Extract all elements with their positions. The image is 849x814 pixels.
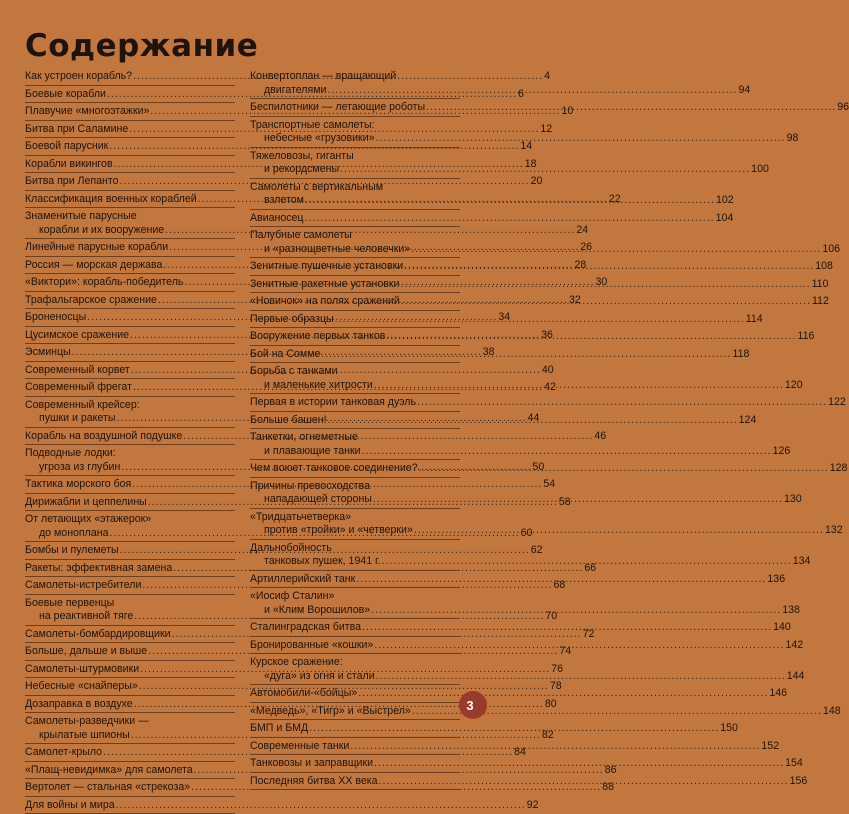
toc-entry[interactable]: [250, 654, 460, 685]
toc-entry-page: 74: [559, 645, 571, 659]
toc-entry[interactable]: [250, 68, 460, 99]
dot-leader: [350, 740, 760, 754]
toc-left-column: [25, 68, 235, 814]
toc-entry-page: 126: [773, 445, 791, 459]
toc-right-column: [250, 68, 460, 790]
toc-entry-title: Цусимское сражение: [25, 329, 129, 343]
toc-entry[interactable]: [25, 661, 235, 679]
toc-entry-page: 42: [544, 381, 556, 395]
toc-entry-page: 128: [830, 462, 848, 476]
toc-entry-page: 70: [545, 610, 557, 624]
toc-entry-title: Тяжеловозы, гиганты: [250, 150, 354, 164]
toc-entry[interactable]: [250, 117, 460, 148]
toc-entry[interactable]: [25, 173, 235, 191]
dot-leader: [362, 621, 772, 635]
toc-entry[interactable]: [250, 293, 460, 311]
toc-entry-page: 82: [542, 729, 554, 743]
toc-entry[interactable]: [25, 494, 235, 512]
toc-entry-page: 4: [544, 70, 550, 84]
toc-entry-title-continuation: крылатые шпионы: [39, 729, 130, 743]
toc-entry-title: Самолеты-бомбардировщики: [25, 628, 171, 642]
toc-entry[interactable]: [25, 379, 235, 397]
toc-entry-title: Тактика морского боя: [25, 478, 131, 492]
toc-entry-title: Зенитные пушечные установки: [250, 260, 403, 274]
toc-entry-title: Корабли викингов: [25, 158, 113, 172]
toc-entry-title-continuation: до моноплана: [39, 527, 109, 541]
toc-entry[interactable]: [25, 511, 235, 542]
toc-entry-title-continuation: угроза из глубин: [39, 461, 120, 475]
toc-entry-page: 58: [559, 496, 571, 510]
toc-entry[interactable]: [250, 328, 460, 346]
dot-leader: [340, 163, 750, 177]
toc-entry-page: 26: [580, 241, 592, 255]
toc-entry-page: 6: [518, 88, 524, 102]
toc-entry-page: 146: [769, 687, 787, 701]
toc-entry-title: Знаменитые парусные: [25, 210, 137, 224]
toc-entry-title: Ракеты: эффективная замена: [25, 562, 172, 576]
toc-entry-title-continuation: и плавающие танки: [264, 445, 361, 459]
toc-entry-title: Беспилотники — летающие роботы: [250, 101, 425, 115]
toc-entry-title: Палубные самолеты: [250, 229, 352, 243]
toc-entry-title: Для войны и мира: [25, 799, 115, 813]
toc-entry-page: 138: [782, 604, 800, 618]
toc-entry[interactable]: [25, 428, 235, 446]
toc-entry[interactable]: [250, 412, 460, 430]
toc-entry-title: Первая в истории танковая дуэль: [250, 396, 416, 410]
toc-entry-title: Битва при Саламине: [25, 123, 128, 137]
toc-entry-page: 10: [562, 105, 574, 119]
toc-entry-title: Сталинградская битва: [250, 621, 361, 635]
toc-entry-title: Курское сражение:: [250, 656, 343, 670]
toc-entry[interactable]: [25, 577, 235, 595]
toc-entry-title-continuation: и маленькие хитрости: [264, 379, 373, 393]
toc-entry[interactable]: [25, 362, 235, 380]
toc-entry[interactable]: [250, 540, 460, 571]
toc-entry-page: 150: [720, 722, 738, 736]
toc-entry-title-continuation: небесные «грузовики»: [264, 132, 375, 146]
toc-entry-page: 86: [605, 764, 617, 778]
toc-entry[interactable]: [250, 773, 460, 791]
dot-leader: [404, 260, 814, 274]
toc-entry-page: 100: [751, 163, 769, 177]
toc-entry-title: Вертолет — стальная «стрекоза»: [25, 781, 190, 795]
toc-entry[interactable]: [25, 121, 235, 139]
toc-entry[interactable]: [25, 292, 235, 310]
toc-entry-title: Битва при Лепанто: [25, 175, 119, 189]
toc-entry[interactable]: [25, 643, 235, 661]
toc-entry[interactable]: [25, 696, 235, 714]
toc-entry-page: 148: [823, 705, 841, 719]
toc-entry-title-continuation: и «разнощветные человечки»: [264, 243, 410, 257]
toc-entry-title-continuation: и «Клим Ворошилов»: [264, 604, 370, 618]
toc-entry-page: 120: [785, 379, 803, 393]
toc-entry[interactable]: [25, 68, 235, 86]
toc-entry-title: «Тридцатьчетверка»: [250, 511, 351, 525]
toc-entry-title: Причины превосходства: [250, 480, 370, 494]
dot-leader: [371, 604, 781, 618]
toc-entry-page: 142: [785, 639, 803, 653]
toc-entry-title: Боевые корабли: [25, 88, 106, 102]
toc-entry-title: Больше, дальше и выше: [25, 645, 147, 659]
toc-entry[interactable]: [25, 595, 235, 626]
toc-entry-page: 40: [542, 364, 554, 378]
toc-entry-title-continuation: против «тройки» и «четверки»: [264, 524, 413, 538]
toc-entry-page: 110: [812, 278, 829, 292]
toc-entry-title: Как устроен корабль?: [25, 70, 132, 84]
dot-leader: [321, 348, 731, 362]
toc-entry-title: Боевые первенцы: [25, 597, 114, 611]
toc-entry-page: 122: [828, 396, 846, 410]
toc-entry[interactable]: [250, 571, 460, 589]
toc-entry-page: 20: [531, 175, 543, 189]
toc-entry-page: 72: [583, 628, 595, 642]
dot-leader: [327, 84, 737, 98]
toc-entry-page: 50: [532, 461, 544, 475]
toc-entry[interactable]: [25, 762, 235, 780]
dot-leader: [305, 212, 715, 226]
dot-leader: [335, 313, 745, 327]
toc-entry[interactable]: [250, 148, 460, 179]
toc-entry-page: 76: [551, 663, 563, 677]
toc-entry-title: Самолеты с вертикальным: [250, 181, 383, 195]
toc-entry-title: Танкетки, огнеметные: [250, 431, 358, 445]
toc-entry[interactable]: [250, 685, 460, 703]
toc-entry-title: «Плащ-невидимка» для самолета: [25, 764, 193, 778]
toc-entry[interactable]: [250, 755, 460, 773]
toc-entry-page: 24: [576, 224, 588, 238]
toc-entry-title: Трафальгарское сражение: [25, 294, 157, 308]
toc-entry-page: 136: [767, 573, 785, 587]
toc-entry-title: Боевой парусник: [25, 140, 108, 154]
dot-leader: [414, 524, 824, 538]
toc-entry-title: Броненосцы: [25, 311, 86, 325]
toc-entry-title: Современный крейсер:: [25, 399, 140, 413]
page-number: 3: [466, 698, 473, 713]
toc-entry-page: 124: [739, 414, 757, 428]
toc-entry[interactable]: [250, 346, 460, 364]
dot-leader: [376, 670, 786, 684]
toc-entry[interactable]: [25, 309, 235, 327]
toc-entry[interactable]: [25, 257, 235, 275]
toc-entry-page: 102: [716, 194, 734, 208]
toc-entry-page: 94: [739, 84, 751, 98]
toc-entry-title: Дальнобойность: [250, 542, 332, 556]
toc-entry-title: «Виктори»: корабль-победитель: [25, 276, 183, 290]
toc-entry-title: Подводные лодки:: [25, 447, 116, 461]
toc-entry-title: От летающих «этажерок»: [25, 513, 151, 527]
toc-entry[interactable]: [25, 779, 235, 797]
dot-leader: [374, 639, 784, 653]
toc-entry-page: 140: [773, 621, 791, 635]
toc-entry[interactable]: [25, 239, 235, 257]
toc-entry-title-continuation: и рекордсмены: [264, 163, 339, 177]
toc-entry[interactable]: [250, 509, 460, 540]
toc-entry[interactable]: [25, 191, 235, 209]
toc-entry-title: Бой на Сомме: [250, 348, 320, 362]
toc-entry-title: «Иосиф Сталин»: [250, 590, 334, 604]
toc-entry[interactable]: [25, 156, 235, 174]
dot-leader: [373, 493, 783, 507]
toc-entry-page: 22: [609, 193, 621, 207]
toc-entry-title: «Медведь», «Тигр» и «Выстрел»: [250, 705, 411, 719]
toc-entry[interactable]: [250, 429, 460, 460]
toc-entry[interactable]: [25, 797, 235, 814]
toc-entry-page: 80: [545, 698, 557, 712]
toc-entry-page: 96: [837, 101, 849, 115]
toc-entry-page: 134: [793, 555, 811, 569]
toc-entry-page: 114: [746, 313, 763, 327]
toc-entry-page: 152: [761, 740, 779, 754]
toc-entry-page: 98: [787, 132, 799, 146]
toc-entry-page: 38: [483, 346, 495, 360]
toc-entry[interactable]: [250, 720, 460, 738]
toc-entry-page: 60: [521, 527, 533, 541]
toc-entry-title: Дирижабли и цеппелины: [25, 496, 147, 510]
toc-entry-page: 154: [785, 757, 803, 771]
toc-entry-page: 144: [787, 670, 805, 684]
toc-entry-title: Самолет-крыло: [25, 746, 102, 760]
toc-entry-title: Дозаправка в воздухе: [25, 698, 133, 712]
dot-leader: [358, 687, 768, 701]
toc-entry-page: 112: [812, 295, 829, 309]
toc-entry[interactable]: [25, 327, 235, 345]
toc-entry[interactable]: [250, 738, 460, 756]
page-title: Содержание: [25, 28, 258, 64]
toc-entry-title: Самолеты-истребители: [25, 579, 141, 593]
toc-entry-page: 88: [602, 781, 614, 795]
dot-leader: [374, 379, 784, 393]
toc-entry-page: 36: [541, 329, 553, 343]
toc-entry-title: Современный фрегат: [25, 381, 132, 395]
toc-entry-page: 18: [525, 158, 537, 172]
dot-leader: [376, 132, 786, 146]
page-number-badge: [459, 691, 487, 719]
dot-leader: [426, 101, 836, 115]
toc-entry[interactable]: [250, 227, 460, 258]
toc-entry-title: БМП и БМД: [250, 722, 308, 736]
toc-entry-title: «Новичок» на полях сражений: [250, 295, 400, 309]
dot-leader: [309, 722, 719, 736]
toc-entry[interactable]: [250, 637, 460, 655]
toc-entry-title-continuation: пушки и ракеты: [39, 412, 115, 426]
toc-entry[interactable]: [250, 394, 460, 412]
toc-entry-title: Россия — морская держава: [25, 259, 162, 273]
dot-leader: [401, 295, 811, 309]
toc-entry-page: 92: [527, 799, 539, 813]
toc-entry-page: 12: [540, 123, 552, 137]
toc-entry[interactable]: [25, 138, 235, 156]
toc-entry-title: Вооружение первых танков: [250, 330, 385, 344]
dot-leader: [417, 396, 827, 410]
toc-entry-title: Танковозы и заправщики: [250, 757, 373, 771]
toc-entry-title: Современный корвет: [25, 364, 130, 378]
dot-leader: [374, 757, 784, 771]
toc-entry[interactable]: [25, 713, 235, 744]
toc-entry-title: Небесные «снайперы»: [25, 680, 138, 694]
toc-entry-page: 108: [815, 260, 833, 274]
dot-leader: [382, 555, 792, 569]
toc-entry[interactable]: [25, 476, 235, 494]
toc-entry[interactable]: [250, 276, 460, 294]
toc-entry-title: Самолеты-разведчики —: [25, 715, 149, 729]
toc-entry-title: Первые образцы: [250, 313, 334, 327]
toc-entry[interactable]: [250, 588, 460, 619]
toc-entry-page: 106: [822, 243, 840, 257]
toc-entry-title: Артиллерийский танк: [250, 573, 355, 587]
toc-entry-title: Авианосец: [250, 212, 304, 226]
toc-entry[interactable]: [25, 103, 235, 121]
toc-entry-title: Автомобили-«бойцы»: [250, 687, 357, 701]
toc-entry-title: Корабль на воздушной подушке: [25, 430, 182, 444]
dot-leader: [362, 445, 772, 459]
toc-entry-title-continuation: взлетом: [264, 194, 304, 208]
toc-entry[interactable]: [250, 460, 460, 478]
toc-entry-page: 62: [531, 544, 543, 558]
toc-entry-title-continuation: нападающей стороны: [264, 493, 372, 507]
dot-leader: [386, 330, 796, 344]
toc-entry-title: Классификация военных кораблей: [25, 193, 197, 207]
toc-entry-title: Зенитные ракетные установки: [250, 278, 399, 292]
toc-entry[interactable]: [250, 478, 460, 509]
toc-entry-page: 66: [584, 562, 596, 576]
dot-leader: [400, 278, 810, 292]
toc-entry[interactable]: [25, 344, 235, 362]
toc-entry[interactable]: [250, 258, 460, 276]
dot-leader: [411, 243, 821, 257]
dot-leader: [328, 414, 738, 428]
toc-entry-page: 130: [784, 493, 802, 507]
toc-entry-title-continuation: корабли и их вооружение: [39, 224, 164, 238]
toc-entry-title-continuation: танковых пушек, 1941 г.: [264, 555, 381, 569]
toc-entry[interactable]: [25, 274, 235, 292]
toc-entry-title: Последняя битва XX века: [250, 775, 378, 789]
toc-entry-title: Эсминцы: [25, 346, 71, 360]
toc-entry-title-continuation: на реактивной тяге: [39, 610, 133, 624]
toc-entry[interactable]: [25, 445, 235, 476]
toc-entry[interactable]: [250, 363, 460, 394]
toc-entry[interactable]: [25, 744, 235, 762]
toc-entry-page: 54: [543, 478, 555, 492]
toc-entry-page: 84: [514, 746, 526, 760]
toc-entry-title: Чем воюет танковое соединение?: [250, 462, 418, 476]
toc-entry-page: 116: [797, 330, 814, 344]
dot-leader: [305, 194, 715, 208]
toc-entry-title-continuation: «дуга» из огня и стали: [264, 670, 375, 684]
toc-entry-title: Плавучие «многоэтажки»: [25, 105, 149, 119]
toc-entry-title: Линейные парусные корабли: [25, 241, 168, 255]
toc-entry-title: Конвертоплан — вращающий: [250, 70, 396, 84]
toc-entry-page: 28: [574, 259, 586, 273]
toc-entry[interactable]: [250, 311, 460, 329]
toc-entry[interactable]: [25, 86, 235, 104]
toc-entry-page: 46: [594, 430, 606, 444]
toc-entry[interactable]: [25, 208, 235, 239]
toc-entry[interactable]: [250, 619, 460, 637]
toc-entry-page: 44: [528, 412, 540, 426]
toc-entry-page: 118: [733, 348, 750, 362]
toc-entry-page: 30: [596, 276, 608, 290]
toc-entry-title: Самолеты-штурмовики: [25, 663, 139, 677]
toc-entry[interactable]: [25, 397, 235, 428]
dot-leader: [356, 573, 766, 587]
toc-entry-title: Современные танки: [250, 740, 349, 754]
toc-entry-title: Бронированные «кошки»: [250, 639, 373, 653]
toc-entry-title-continuation: двигателями: [264, 84, 326, 98]
toc-entry-page: 78: [550, 680, 562, 694]
toc-entry[interactable]: [250, 99, 460, 117]
toc-entry-title: Транспортные самолеты:: [250, 119, 375, 133]
dot-leader: [116, 799, 526, 813]
toc-entry[interactable]: [250, 179, 460, 210]
toc-entry-title: Больше башен!: [250, 414, 327, 428]
toc-entry[interactable]: [25, 626, 235, 644]
toc-entry[interactable]: [250, 210, 460, 228]
toc-entry[interactable]: [250, 703, 460, 721]
toc-entry[interactable]: [25, 542, 235, 560]
toc-entry-title: Борьба с танками: [250, 365, 338, 379]
toc-entry-title: Бомбы и пулеметы: [25, 544, 119, 558]
toc-entry[interactable]: [25, 560, 235, 578]
toc-entry[interactable]: [25, 678, 235, 696]
toc-entry-page: 34: [498, 311, 510, 325]
toc-entry-page: 104: [716, 212, 734, 226]
toc-entry-page: 132: [825, 524, 843, 538]
toc-entry-page: 14: [520, 140, 532, 154]
toc-entry-page: 156: [790, 775, 808, 789]
toc-entry-page: 68: [554, 579, 566, 593]
toc-entry-page: 32: [569, 294, 581, 308]
dot-leader: [419, 462, 829, 476]
dot-leader: [379, 775, 789, 789]
